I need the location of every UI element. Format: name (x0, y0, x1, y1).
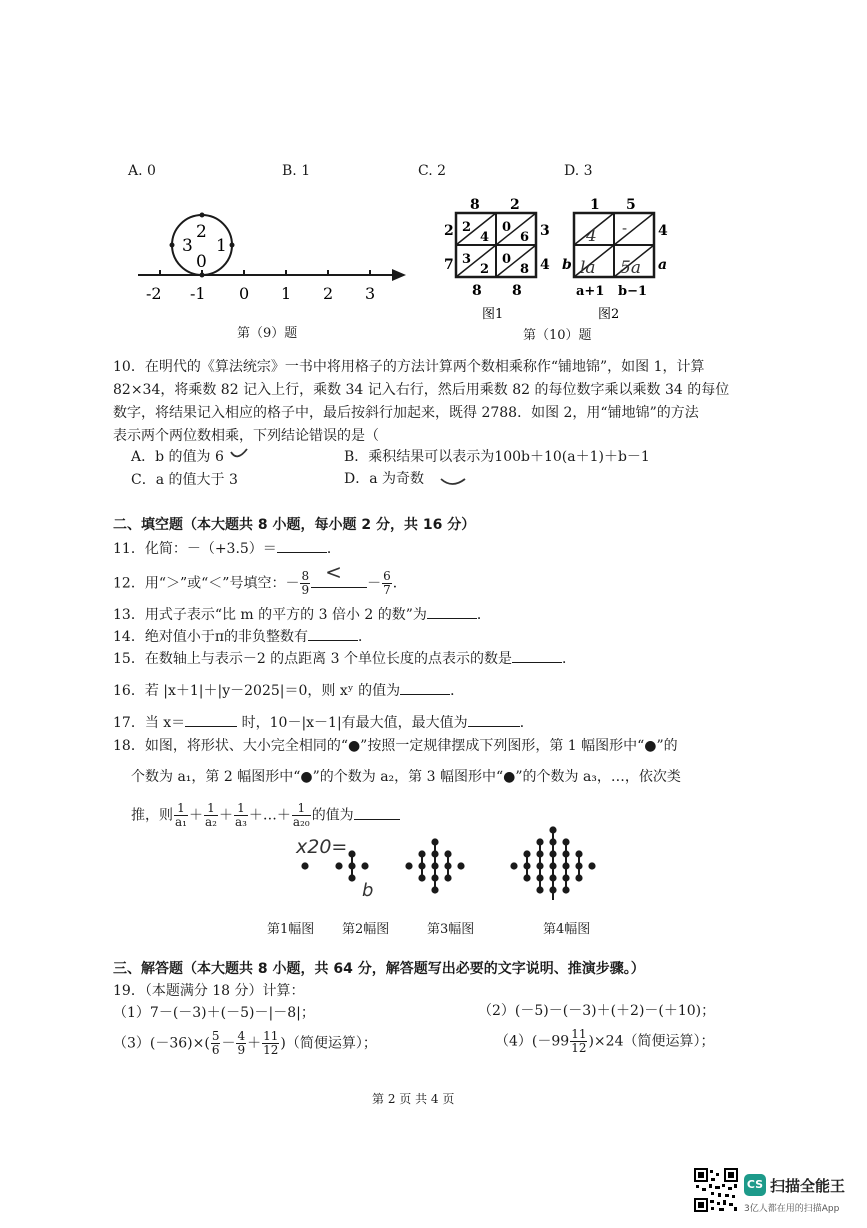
q9-option-c: C. 2 (418, 163, 447, 179)
q10-stem-line-2: 82×34，将乘数 82 记入上行，乘数 34 记入右行，然后用乘数 82 的每位数字乘以乘数 34 的每位 (113, 382, 730, 398)
svg-text:4: 4 (658, 223, 668, 239)
q17: 17．当 x＝ 时，10－|x－1|有最大值，最大值为 ． (113, 712, 534, 732)
q10-stem-line-4: 表示两个两位数相乘，下列结论错误的是（ (113, 428, 379, 444)
tick-label: 1 (281, 284, 292, 303)
section-2-heading: 二、填空题（本大题共 8 小题，每小题 2 分，共 16 分） (113, 517, 476, 533)
svg-text:2: 2 (444, 223, 454, 239)
svg-text:3: 3 (462, 252, 472, 267)
svg-text:图2: 图2 (598, 307, 620, 322)
q10-stem-line-3: 数字，将结果记入相应的格子中，最后按斜行加起来，既得 2788．如图 2，用“铺地锦”的方法 (113, 405, 699, 421)
svg-text:2: 2 (480, 262, 490, 277)
qr-code-icon (694, 1168, 738, 1212)
dot-figure-4 (510, 826, 595, 900)
q14: 14．绝对值小于π的非负整数有 ． (113, 626, 372, 646)
q16: 16．若 |x＋1|＋|y－2025|＝0，则 xʸ 的值为 ． (113, 680, 464, 700)
tick-label: 3 (365, 284, 376, 303)
svg-text:8: 8 (512, 283, 522, 299)
svg-text:4: 4 (540, 257, 550, 273)
svg-text:0: 0 (502, 220, 512, 235)
circle-digit-1: 1 (216, 236, 227, 256)
watermark-brand-name: 扫描全能王 (770, 1177, 846, 1195)
q10-option-a: A．b 的值为 6 (131, 449, 224, 465)
handwritten-answer: < (325, 559, 342, 584)
q10-caption: 第（10）题 (523, 328, 592, 343)
q10-option-d: D．a 为奇数 (344, 471, 425, 487)
svg-text:4: 4 (480, 230, 490, 245)
q10-stem-line-1: 10．在明代的《算法统宗》一书中将用格子的方法计算两个数相乘称作“铺地锦”，如图 1，计算 (113, 359, 705, 375)
circle-digit-2: 2 (196, 222, 207, 242)
handwritten-mark: - (622, 219, 628, 237)
svg-text:2: 2 (462, 220, 472, 235)
handwritten-mark: 4 (586, 226, 597, 246)
circle-digit-3: 3 (182, 236, 193, 256)
svg-text:b−1: b−1 (618, 284, 648, 299)
tick-label: -1 (190, 284, 206, 303)
dot-figure-3 (405, 838, 464, 893)
handwritten-check-mark (228, 446, 250, 464)
q9-option-b: B. 1 (282, 163, 311, 179)
q18-line-2: 个数为 a₁，第 2 幅图形中“●”的个数为 a₂，第 3 幅图形中“●”的个数为 a₃，…，依次类 (131, 769, 681, 785)
fig-label-4: 第4幅图 (543, 922, 591, 937)
q12: 12．用“＞”或“＜”号填空：－ $\frac{8}{9}$ < － $\frac{6}{7}$ ． (113, 559, 407, 597)
q10-option-c: C．a 的值大于 3 (131, 472, 238, 488)
tick-label: -2 (146, 284, 162, 303)
fig-label-3: 第3幅图 (427, 922, 475, 937)
q9-option-d: D. 3 (564, 163, 593, 179)
tick-label: 0 (239, 284, 250, 303)
q9-option-a: A. 0 (128, 163, 156, 179)
q19-heading: 19．（本题满分 18 分）计算： (113, 983, 305, 999)
lattice-figure-1 (444, 197, 550, 322)
handwritten-mark: la (580, 258, 596, 278)
watermark-tagline: 3亿人都在用的扫描App (744, 1204, 840, 1214)
svg-text:0: 0 (502, 252, 512, 267)
q19-part-2: （2）(－5)－(－3)＋(＋2)－(＋10)； (478, 1003, 716, 1019)
q9-number-line-figure (130, 205, 420, 305)
handwritten-note: b (362, 880, 374, 901)
svg-text:6: 6 (520, 230, 530, 245)
svg-text:a: a (658, 257, 668, 273)
q13: 13．用式子表示“比 m 的平方的 3 倍小 2 的数”为 ． (113, 604, 491, 624)
lattice-figure-2 (562, 197, 668, 322)
handwritten-check-mark (438, 474, 468, 490)
circle-digit-0: 0 (196, 252, 207, 272)
fig-label-2: 第2幅图 (342, 922, 390, 937)
svg-text:8: 8 (470, 197, 480, 213)
svg-text:8: 8 (520, 262, 530, 277)
svg-text:1: 1 (590, 197, 600, 213)
page-footer: 第 2 页 共 4 页 (372, 1092, 455, 1106)
q10-option-b: B．乘积结果可以表示为100b＋10(a＋1)＋b－1 (344, 449, 650, 465)
svg-text:a+1: a+1 (576, 284, 605, 299)
q19-part-3: （3）(－36)×( $\frac{5}{6}$ － $\frac{4}{9}$ ＋ $\frac{11}{12}$ )（简便运算）； (113, 1029, 377, 1057)
q19-part-4: （4）(－99 $\frac{11}{12}$ )×24（简便运算）； (495, 1027, 715, 1055)
q9-caption: 第（9）题 (237, 326, 298, 341)
svg-text:图1: 图1 (482, 307, 504, 322)
q18-line-1: 18．如图，将形状、大小完全相同的“●”按照一定规律摆成下列图形，第 1 幅图形中“●”的 (113, 738, 678, 754)
q19-part-1: （1）7－(－3)＋(－5)－|－8|； (113, 1005, 315, 1021)
dot-figure-1 (301, 862, 308, 869)
dot-figure-2 (335, 850, 368, 881)
axis-arrow-icon (392, 269, 406, 281)
svg-text:7: 7 (444, 257, 454, 273)
handwritten-mark: 5a (620, 258, 641, 278)
svg-text:5: 5 (626, 197, 636, 213)
section-3-heading: 三、解答题（本大题共 8 小题，共 64 分，解答题写出必要的文字说明、推演步骤。） (113, 961, 645, 977)
svg-text:8: 8 (472, 283, 482, 299)
q11: 11．化简：－（+3.5）＝ ． (113, 538, 341, 558)
q18-line-3: 推，则 $\frac{1}{\text{a₁}}$ ＋ $\frac{1}{\text{a₂}}$ ＋ $\frac{1}{\text{a₃}}$ ＋…＋ $\frac{1}{\text{a₂₀}}$ 的值为 (131, 802, 400, 829)
svg-text:3: 3 (540, 223, 550, 239)
tick-label: 2 (323, 284, 334, 303)
q15: 15．在数轴上与表示－2 的点距离 3 个单位长度的点表示的数是 ． (113, 648, 576, 668)
q18-dot-pattern-figures (290, 820, 630, 900)
fig-label-1: 第1幅图 (267, 922, 315, 937)
q10-lattice-figures (436, 193, 676, 323)
handwritten-note: x20= (296, 836, 348, 858)
svg-text:b: b (562, 257, 572, 273)
svg-text:2: 2 (510, 197, 520, 213)
camscanner-logo-icon: CS (744, 1174, 766, 1196)
